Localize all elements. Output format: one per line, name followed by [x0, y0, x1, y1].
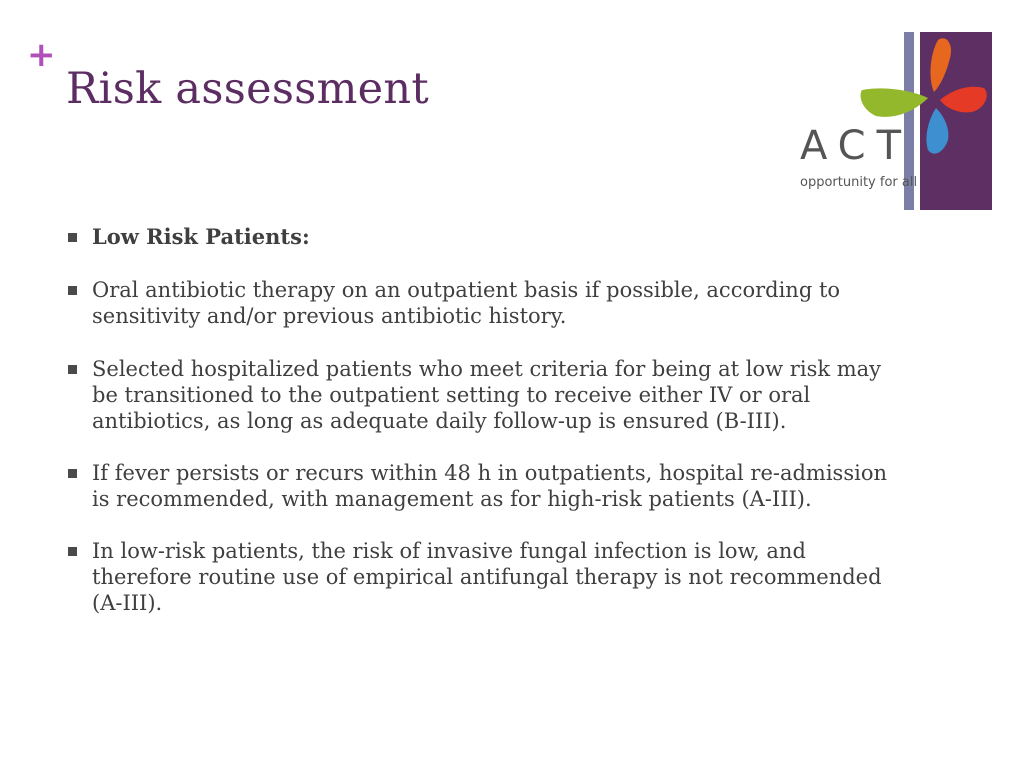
square-bullet-icon	[68, 233, 77, 242]
bullet-item	[68, 224, 898, 250]
bullet-text: Selected hospitalized patients who meet criteria for being at low risk may be transitioned to the outpatient setting to receive either IV or oral antibiotics, as long as adequate daily follow-up is ensured (B-III).	[92, 357, 882, 433]
bullet-item	[68, 356, 898, 434]
bullet-item	[68, 538, 898, 616]
logo-wordmark: ACT	[800, 123, 913, 169]
square-bullet-icon	[68, 365, 77, 374]
bullet-item	[68, 460, 898, 512]
logo-tagline: opportunity for all	[800, 175, 918, 190]
square-bullet-icon	[68, 286, 77, 295]
bullet-text: Low Risk Patients:	[92, 224, 310, 249]
slide-title: Risk assessment	[66, 64, 429, 114]
plus-icon: +	[27, 35, 56, 75]
square-bullet-icon	[68, 547, 77, 556]
bullet-text: Oral antibiotic therapy on an outpatient basis if possible, according to sensitivity and/or previous antibiotic history.	[92, 278, 841, 328]
act-logo	[800, 30, 992, 212]
bullet-text: In low-risk patients, the risk of invasive fungal infection is low, and therefore routine use of empirical antifungal therapy is not recommended (A-III).	[92, 539, 882, 615]
square-bullet-icon	[68, 469, 77, 478]
bullet-list	[68, 224, 898, 616]
bullet-item	[68, 277, 898, 329]
bullet-text: If fever persists or recurs within 48 h in outpatients, hospital re-admission is recommended, with management as for high-risk patients (A-III).	[92, 461, 887, 511]
